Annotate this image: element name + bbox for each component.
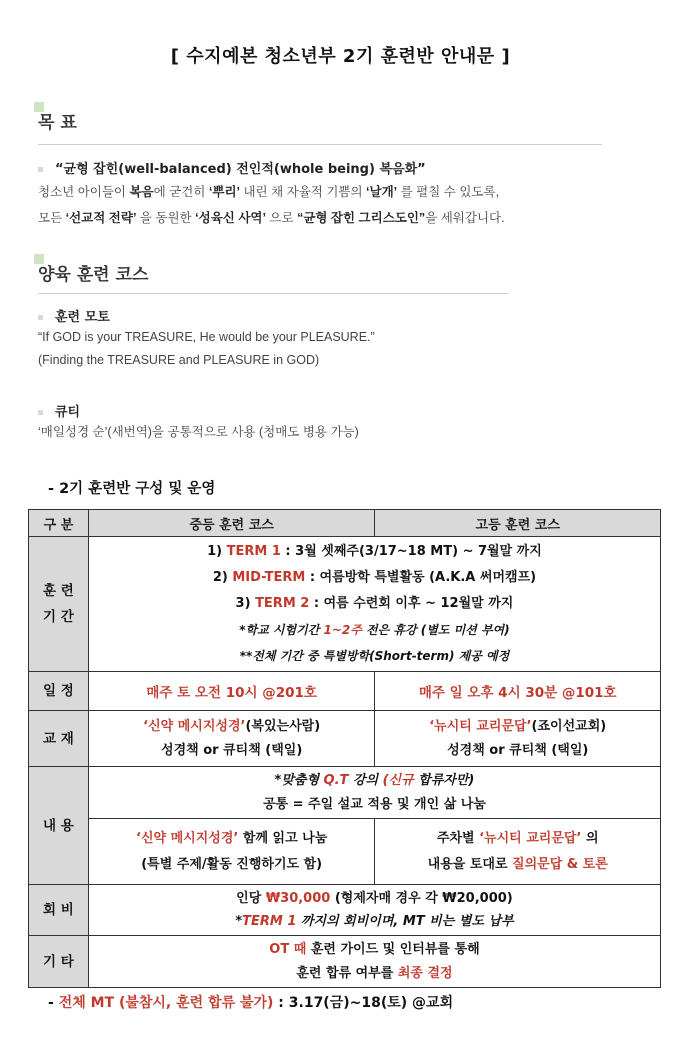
textbook-row bbox=[29, 711, 661, 767]
content-label: 내 용 bbox=[29, 767, 89, 885]
schedule-label: 일 정 bbox=[29, 672, 89, 711]
etc-cell: OT 때 훈련 가이드 및 인터뷰를 통해 훈련 합류 여부를 최종 결정 bbox=[88, 936, 660, 988]
textbook-high: ‘뉴시티 교리문답’(죠이선교회) 성경책 or 큐티책 (택일) bbox=[375, 711, 661, 767]
goal-line-2: 모든 ‘선교적 전략’ 을 동원한 ‘성육신 사역’ 으로 “균형 잡힌 그리스도인”을 세워갑니다. bbox=[38, 211, 505, 225]
period-row bbox=[29, 537, 661, 672]
header-middle-course: 중등 훈련 코스 bbox=[88, 510, 375, 537]
period-line-2: 2) MID-TERM : 여름방학 특별활동 (A.K.A 써머캠프) bbox=[212, 570, 537, 585]
table-header-row bbox=[29, 510, 661, 537]
fee-row bbox=[29, 885, 661, 936]
qt-label: 큐티 bbox=[38, 401, 80, 420]
fee-cell: 인당 ₩30,000 (형제자매 경우 각 ₩20,000) *TERM 1 까지의 회비이며, MT 비는 별도 납부 bbox=[88, 885, 660, 936]
page-title: [ 수지예본 청소년부 2기 훈련반 안내문 ] bbox=[170, 46, 511, 67]
header-high-course: 고등 훈련 코스 bbox=[375, 510, 661, 537]
etc-label: 기 타 bbox=[29, 936, 89, 988]
period-line-4: *학교 시험기간 1~2주 전은 휴강 (별도 미션 부여) bbox=[239, 623, 510, 637]
goal-line-1: 청소년 아이들이 복음에 굳건히 ‘뿌리’ 내린 채 자율적 기쁨의 ‘날개’ 를 펼칠 수 있도록, bbox=[38, 185, 500, 199]
course-divider bbox=[38, 293, 508, 294]
footer-mt-notice: - 전체 MT (불참시, 훈련 합류 불가) : 3.17(금)~18(토) @교회 bbox=[48, 995, 454, 1011]
schedule-middle: 매주 토 오전 10시 @201호 bbox=[88, 672, 375, 711]
content-row-bottom bbox=[29, 819, 661, 885]
training-table bbox=[28, 509, 661, 988]
textbook-middle: ‘신약 메시지성경’(복있는사람) 성경책 or 큐티책 (택일) bbox=[88, 711, 375, 767]
course-heading: 양육 훈련 코스 bbox=[38, 260, 148, 285]
textbook-label: 교 재 bbox=[29, 711, 89, 767]
content-middle: ‘신약 메시지성경’ 함께 읽고 나눔 (특별 주제/활동 진행하기도 함) bbox=[88, 819, 375, 885]
qt-line: ‘매일성경 순’(새번역)을 공통적으로 사용 (청매도 병용 가능) bbox=[38, 425, 359, 439]
motto-line-1: “If GOD is your TREASURE, He would be your PLEASURE.” bbox=[38, 330, 375, 344]
goal-divider bbox=[38, 144, 602, 145]
bullet-square-icon bbox=[38, 167, 43, 172]
period-line-3: 3) TERM 2 : 여름 수련회 이후 ~ 12월말 까지 bbox=[235, 596, 514, 611]
bullet-square-icon bbox=[38, 315, 43, 320]
period-line-5: **전체 기간 중 특별방학(Short-term) 제공 예정 bbox=[239, 649, 510, 663]
content-high: 주차별 ‘뉴시티 교리문답’ 의 내용을 토대로 질의문답 & 토론 bbox=[375, 819, 661, 885]
schedule-high: 매주 일 오후 4시 30분 @101호 bbox=[375, 672, 661, 711]
table-subheading: - 2기 훈련반 구성 및 운영 bbox=[48, 481, 216, 497]
goal-quote: “균형 잡힌(well-balanced) 전인적(whole being) 복음화” bbox=[38, 158, 426, 177]
fee-label: 회 비 bbox=[29, 885, 89, 936]
content-common: *맞춤형 Q.T 강의 (신규 합류자만) 공통 = 주일 설교 적용 및 개인 삶 나눔 bbox=[88, 767, 660, 819]
bullet-square-icon bbox=[38, 410, 43, 415]
etc-row bbox=[29, 936, 661, 988]
section-marker bbox=[34, 254, 44, 264]
period-line-1: 1) TERM 1 : 3월 셋째주(3/17~18 MT) ~ 7월말 까지 bbox=[207, 544, 542, 559]
content-row-top bbox=[29, 767, 661, 819]
goal-heading: 목 표 bbox=[38, 108, 77, 133]
period-label: 훈 련 기 간 bbox=[29, 537, 89, 672]
section-marker bbox=[34, 102, 44, 112]
schedule-row bbox=[29, 672, 661, 711]
motto-line-2: (Finding the TREASURE and PLEASURE in GOD) bbox=[38, 353, 320, 367]
header-category: 구 분 bbox=[29, 510, 89, 537]
motto-label: 훈련 모토 bbox=[38, 306, 110, 325]
period-cell bbox=[88, 537, 660, 672]
